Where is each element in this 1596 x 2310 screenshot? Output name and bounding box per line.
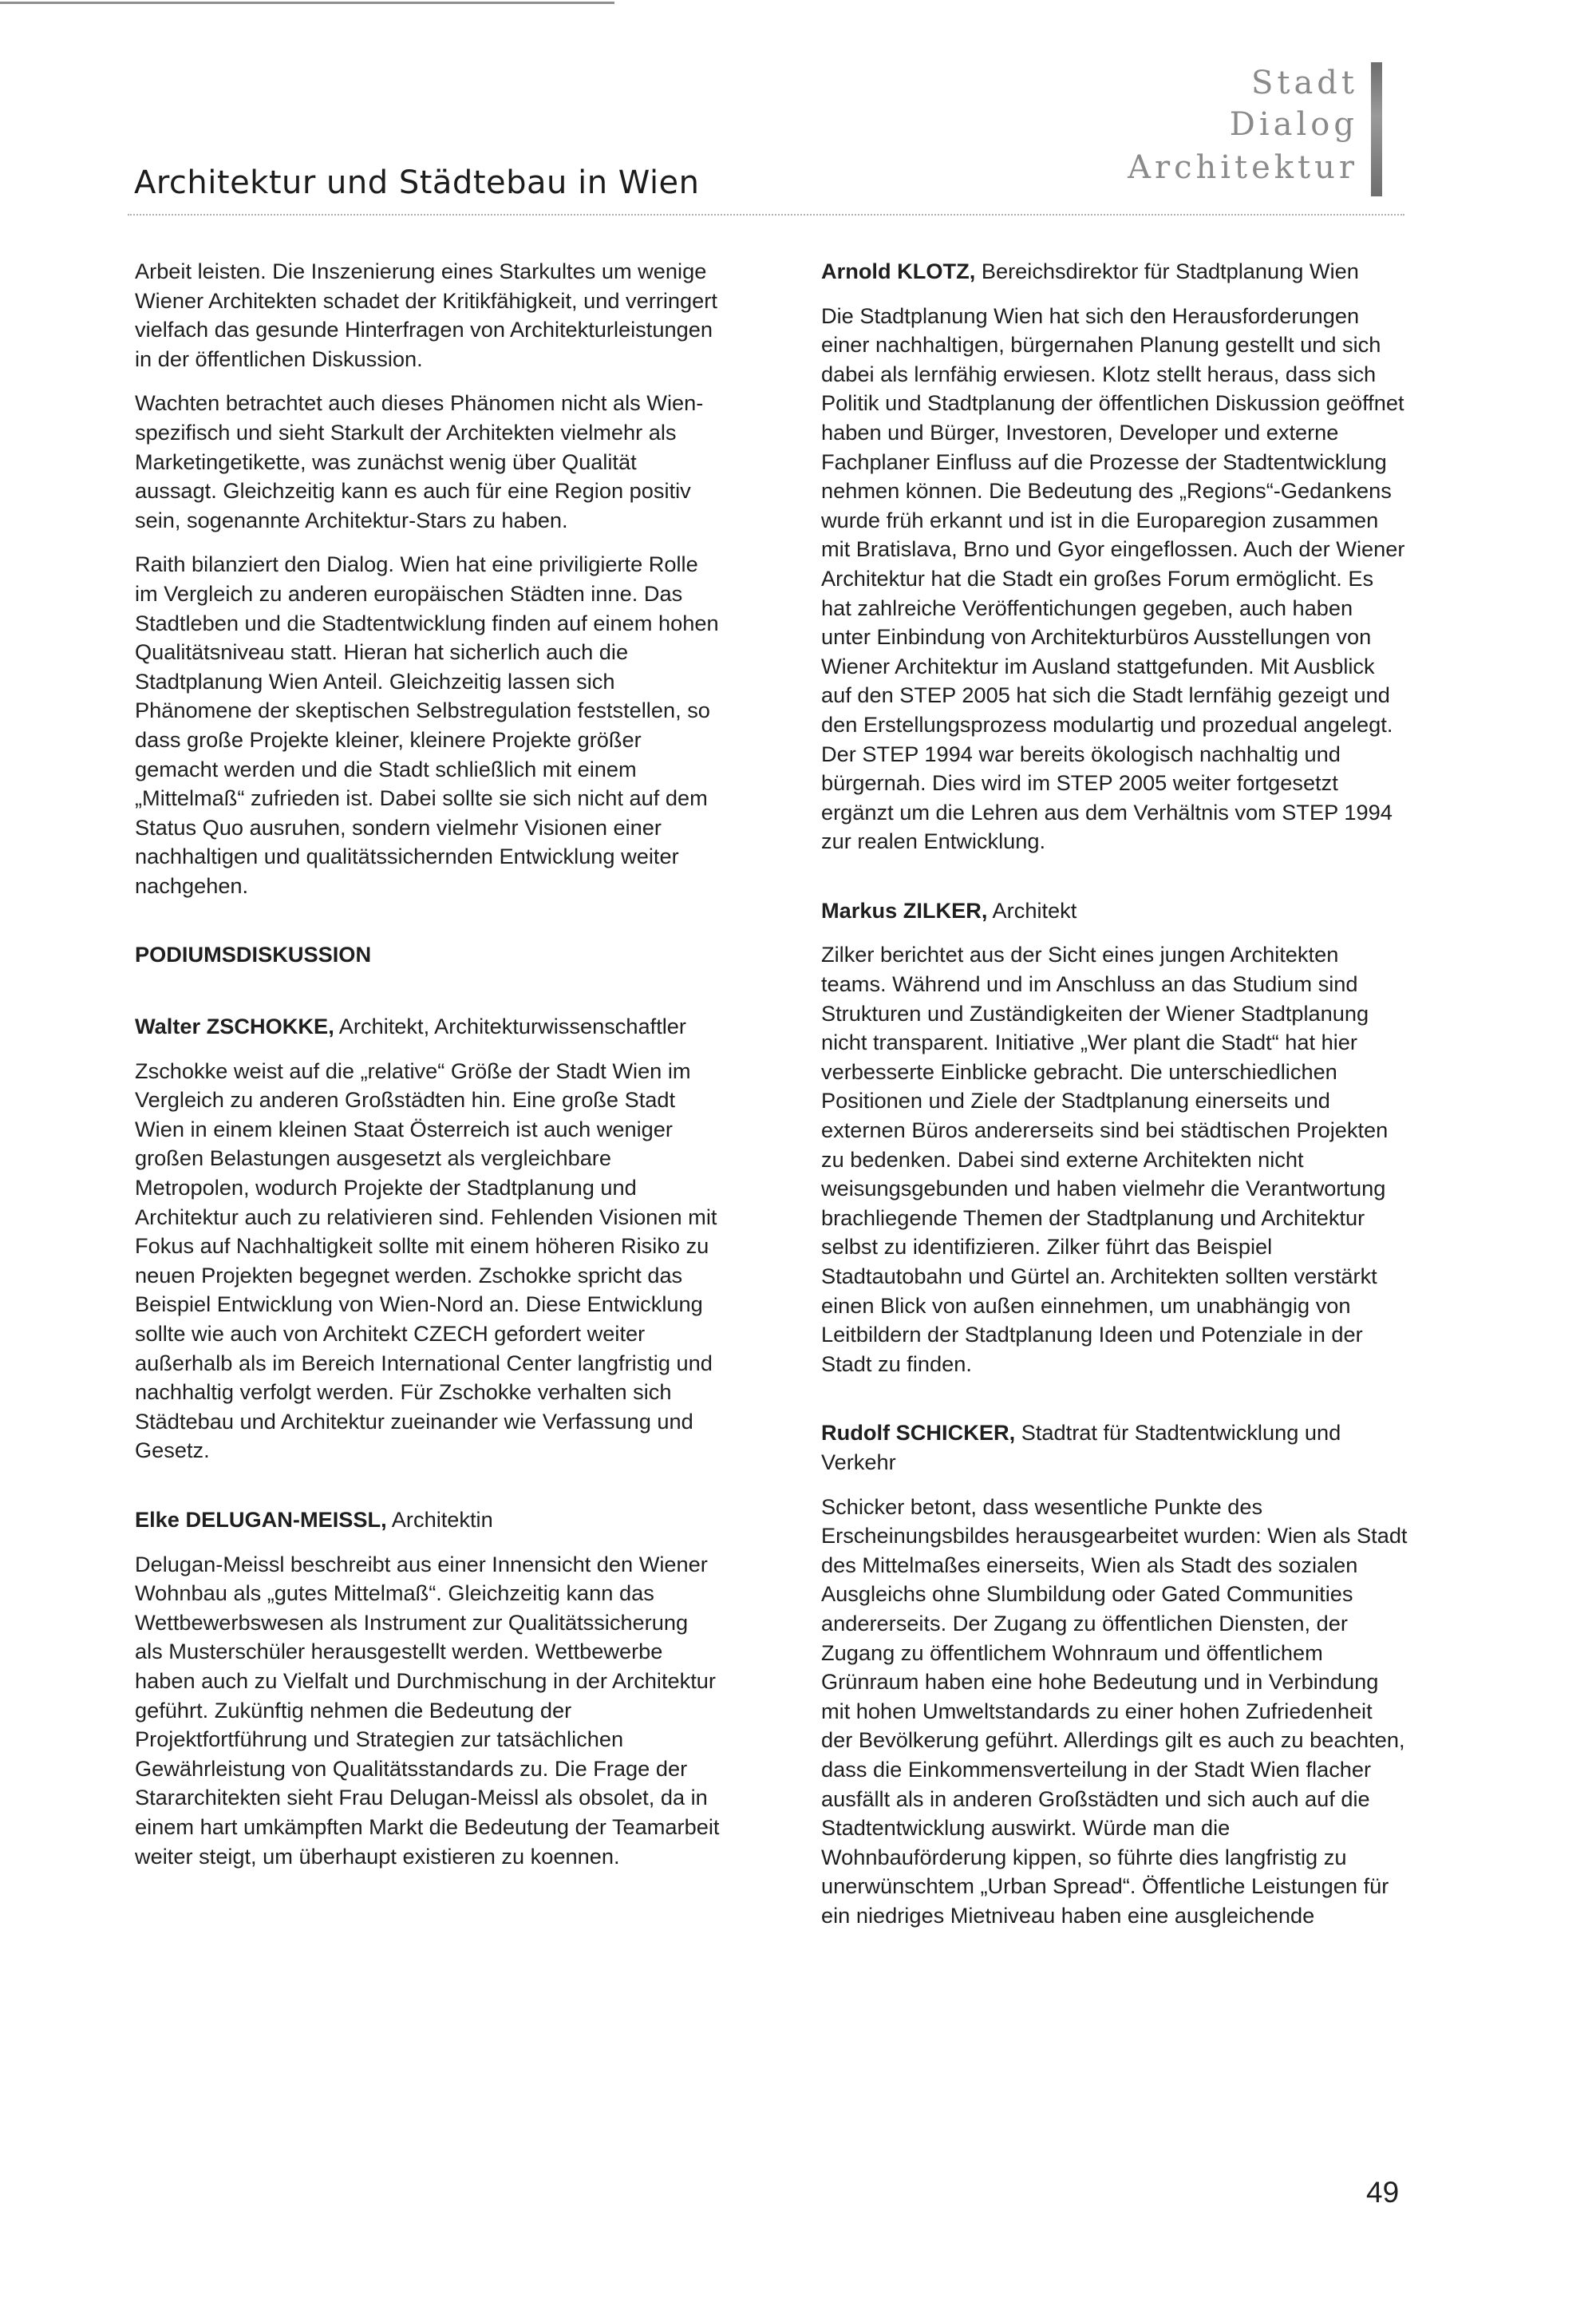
logo-line-dialog: Dialog <box>1229 106 1358 143</box>
paragraph-zilker: Zilker berichtet aus der Sicht eines jungen Architekten teams. Während und im Anschluss an das Studium sind Strukturen und Zuständigkeiten der Wiener Stadtplanung nicht transparent. Initiative „Wer plant die Stadt“ hat hier verbesserte Einblicke gebracht. Die unterschiedlichen Positionen und Ziele der Stadtplanung einerseits und externen Büros andererseits sind bei städtischen Projekten zu bedenken. Dabei sind externe Architekten nicht weisungsgebunden und haben vielmehr die Verantwortung brachliegende Themen der Stadtplanung und Architektur selbst zu identifizieren. Zilker führt das Beispiel Stadtautobahn und Gürtel an. Architekten sollten verstärkt einen Blick von außen einnehmen, um unabhängig von Leitbildern der Stadtplanung Ideen und Potenziale in der Stadt zu finden. <box>821 942 1389 1376</box>
paragraph-wachten: Wachten betrachtet auch dieses Phänomen nicht als Wien-spezifisch und sieht Starkult der Architekten vielmehr als Marketingetikette, was zunächst wenig über Qualität aussagt. Gleichzeitig kann es auch für eine Region positiv sein, sogenannte Architektur-Stars zu haben. <box>135 390 704 532</box>
speaker-name-klotz: Arnold KLOTZ, <box>821 259 976 283</box>
paragraph-schicker: Schicker betont, dass wesentliche Punkte des Erscheinungsbildes herausgearbeitet wurden: Wien als Stadt des Mittelmaßes einerseits, Wien als Stadt des sozialen Ausgleichs ohne Slumbildung oder Gated Communities andererseits. Der Zugang zu öffentlichen Diensten, der Zugang zu öffentlichem Wohnraum und öffentlichem Grünraum haben eine hohe Bedeutung und in Verbindung mit hohen Umweltstandards zu einer hohen Zufriedenheit der Bevölkerung geführt. Allerdings gilt es auch zu beachten, dass die Einkommensverteilung in der Stadt Wien flacher ausfällt als in anderen Großstädten und sich auch auf die Stadtentwicklung auswirkt. Würde man die Wohnbauförderung kippen, so führte dies langfristig zu unerwünschtem „Urban Spread“. Öffentliche Leistungen für ein niedriges Mietniveau haben eine ausgleichende <box>821 1493 1408 1928</box>
stadt-dialog-architektur-logo <box>1128 62 1382 196</box>
section-heading-podiumsdiskussion: PODIUMSDISKUSSION <box>135 942 372 967</box>
speaker-heading-delugan-meissl <box>135 1505 721 1535</box>
page-header-title: Architektur und Städtebau in Wien <box>134 164 700 201</box>
speaker-role-zilker: Architekt <box>987 897 1077 923</box>
paragraph-zschokke: Zschokke weist auf die „relative“ Größe der Stadt Wien im Vergleich zu anderen Großstädten hin. Eine große Stadt Wien in einem kleinen Staat Österreich ist auch weniger großen Belastungen ausgesetzt als vergleichbare Metropolen, wodurch Projekte der Stadtplanung und Architektur auch zu relativieren sind. Fehlenden Visionen mit Fokus auf Nachhaltigkeit sollte mit einem höheren Risiko zu neuen Projekten begegnet werden. Zschokke spricht das Beispiel Entwicklung von Wien-Nord an. Diese Entwicklung sollte wie auch von Architekt CZECH gefordert weiter außerhalb als im Bereich International Center langfristig und nachhaltig verfolgt werden. Für Zschokke verhalten sich Städtebau und Architektur zueinander wie Verfassung und Gesetz. <box>135 1058 717 1463</box>
speaker-role-klotz: Bereichsdirektor für Stadtplanung Wien <box>975 259 1359 283</box>
speaker-name-schicker: Rudolf SCHICKER, <box>821 1420 1016 1446</box>
speaker-name-zschokke: Walter ZSCHOKKE, <box>135 1014 334 1039</box>
speaker-heading-zschokke <box>135 1012 721 1042</box>
speaker-heading-zilker <box>821 896 1408 926</box>
paragraph-klotz: Die Stadtplanung Wien hat sich den Herausforderungen einer nachhaltigen, bürgernahen Planung gestellt und sich dabei als lernfähig erwiesen. Klotz stellt heraus, dass sich Politik und Stadtplanung der öffentlichen Diskussion geöffnet haben und Bürger, Investoren, Developer und externe Fachplaner Einfluss auf die Prozesse der Stadtentwicklung nehmen können. Die Bedeutung des „Regions“-Gedankens wurde früh erkannt und ist in die Europaregion zusammen mit Bratislava, Brno und Gyor eingeflossen. Auch der Wiener Architektur hat die Stadt ein großes Forum ermöglicht. Es hat zahlreiche Veröffentichungen gegeben, auch haben unter Einbindung von Architekturbüros Ausstellungen von Wiener Architektur im Ausland stattgefunden. Mit Ausblick auf den STEP 2005 hat sich die Stadt lernfähig gezeigt und den Erstellungsprozess modulartig und prozedual angelegt. Der STEP 1994 war bereits ökologisch nachhaltig und bürgernah. Dies wird im STEP 2005 weiter fortgesetzt ergänzt um die Lehren aus dem Verhältnis vom STEP 1994 zur realen Entwicklung. <box>821 303 1405 854</box>
top-edge-rule <box>0 2 614 4</box>
paragraph-delugan-meissl: Delugan-Meissl beschreibt aus einer Innensicht den Wiener Wohnbau als „gutes Mittelmaß“. Gleichzeitig kann das Wettbewerbswesen als Instrument zur Qualitätssicherung als Musterschüler herausgestellt werden. Wettbewerbe haben auch zu Vielfalt und Durchmischung in der Architektur geführt. Zukünftig nehmen die Bedeutung der Projektfortführung und Strategien zur tatsächlichen Gewährleistung von Qualitätsstandards zu. Die Frage der Stararchitekten sieht Frau Delugan-Meissl als obsolet, da in einem hart umkämpften Markt die Bedeutung der Teamarbeit weiter steigt, um überhaupt existieren zu koennen. <box>135 1551 720 1869</box>
right-column <box>821 257 1408 1945</box>
speaker-role-schicker: Stadtrat für Stadtentwicklung und Verkehr <box>821 1420 1341 1474</box>
left-column <box>135 257 721 1886</box>
speaker-heading-schicker <box>821 1418 1408 1477</box>
logo-bar <box>1371 62 1382 196</box>
header-divider <box>128 214 1404 216</box>
paragraph-arbeit-leisten: Arbeit leisten. Die Inszenierung eines Starkultes um wenige Wiener Architekten schadet der Kritikfähigkeit, und verringert vielfach das gesunde Hinterfragen von Architekturleistungen in der öffentlichen Diskussion. <box>135 259 717 371</box>
speaker-name-zilker: Markus ZILKER, <box>821 897 988 923</box>
speaker-role-zschokke: Architekt, Architekturwissenschaftler <box>334 1014 686 1039</box>
speaker-name-delugan-meissl: Elke DELUGAN-MEISSL, <box>135 1506 387 1532</box>
logo-line-architektur: Architektur <box>1128 149 1358 186</box>
paragraph-raith: Raith bilanziert den Dialog. Wien hat eine priviligierte Rolle im Vergleich zu anderen europäischen Städten inne. Das Stadtleben und die Stadtentwicklung finden auf einem hohen Qualitätsniveau statt. Hieran hat sicherlich auch die Stadtplanung Wien Anteil. Gleichzeitig lassen sich Phänomene der skeptischen Selbstregulation feststellen, so dass große Projekte kleiner, kleinere Projekte größer gemacht werden und die Stadt schließlich mit einem „Mittelmaß“ zufrieden ist. Dabei sollte sie sich nicht auf dem Status Quo ausruhen, sondern vielmehr Visionen einer nachhaltigen und qualitätssichernden Entwicklung weiter nachgehen. <box>135 552 719 898</box>
page-number: 49 <box>1366 2176 1400 2209</box>
logo-line-stadt: Stadt <box>1250 65 1358 101</box>
speaker-heading-klotz <box>821 257 1408 287</box>
speaker-role-delugan-meissl: Architektin <box>386 1506 493 1532</box>
